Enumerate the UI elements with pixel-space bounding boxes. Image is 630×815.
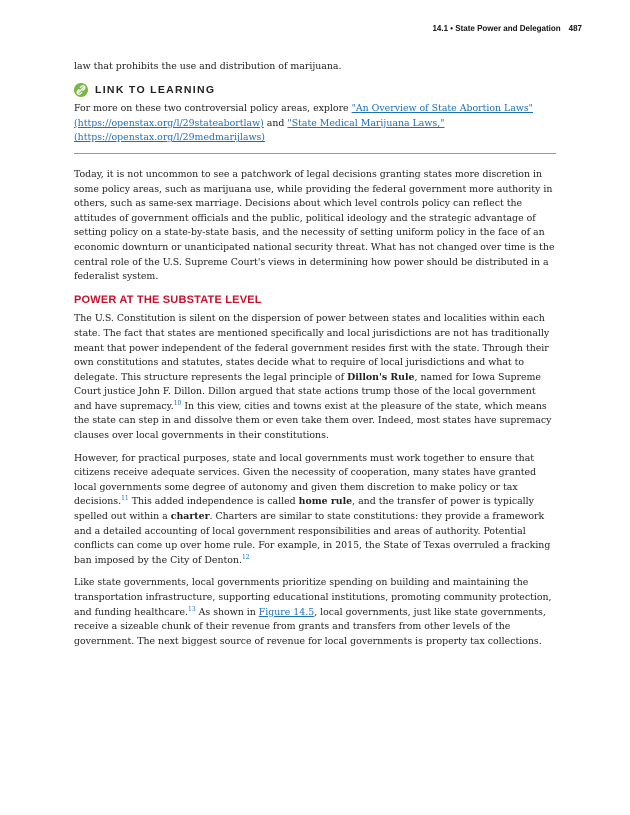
footnote-13[interactable]: 13 bbox=[188, 605, 196, 613]
callout-text-mid: and bbox=[263, 117, 288, 129]
callout-body bbox=[74, 102, 556, 146]
section-heading: POWER AT THE SUBSTATE LEVEL bbox=[74, 293, 262, 306]
intro-fragment: law that prohibits the use and distribution of marijuana. bbox=[74, 61, 342, 72]
para4-text-c: , local governments, just like state governments, receive a sizeable chunk of their revenue from grants and transfers from other levels of the government. The next biggest source of revenue for local governments is property tax collections. bbox=[74, 606, 546, 647]
footnote-12[interactable]: 12 bbox=[241, 553, 250, 561]
header-section-title: 14.1 • State Power and Delegation bbox=[432, 24, 561, 33]
main-content bbox=[74, 60, 556, 657]
para2-text-c: In this view, cities and towns exist at the pleasure of the state, which means the state can step in and dissolve them or even take them over. Indeed, most states have supremacy clauses over local governments in their constitutions. bbox=[74, 400, 552, 442]
paragraph-patchwork: Today, it is not uncommon to see a patchwork of legal decisions granting states more discretion in some policy areas, such as marijuana use, while providing the federal government more authority in others, such as same-sex marriage. Decisions about which level controls policy can reflect the attitudes of government officials and the public, political ideology and the strategic advantage of setting policy on a state-by-state basis, and the necessity of setting uniform policy in the face of an economic downturn or unanticipated national security threat. What has not changed over time is the central role of the U.S. Supreme Court's views in determining how power should be distributed in a federalist system. bbox=[74, 168, 555, 283]
term-charter: charter bbox=[170, 511, 210, 523]
para2-text-b: , named for Iowa Supreme Court justice John F. Dillon. Dillon argued that state actions trump those of the local government and have supremacy. bbox=[74, 371, 541, 412]
term-home-rule: home rule bbox=[298, 496, 353, 508]
callout-header bbox=[74, 83, 556, 98]
page-number: 487 bbox=[568, 24, 582, 33]
para3-text-a: However, for practical purposes, state and local governments must work together to ensure that citizens receive adequate services. Given the necessity of cooperation, many states have granted local governments some degree of autonomy and given them discretion to make policy or tax decisions. bbox=[74, 452, 537, 508]
footnote-11[interactable]: 11 bbox=[121, 495, 129, 503]
figure-14-5-link[interactable]: Figure 14.5 bbox=[258, 606, 315, 618]
para3-text-c: , and the transfer of power is typically spelled out within a bbox=[74, 496, 534, 523]
term-dillons-rule: Dillon's Rule bbox=[347, 371, 415, 383]
footnote-10[interactable]: 10 bbox=[173, 399, 182, 407]
paragraph-home-rule bbox=[74, 452, 556, 569]
link-to-learning-callout bbox=[74, 83, 556, 154]
para2-text-a: The U.S. Constitution is silent on the dispersion of power between states and localities within each state. The fact that states are mentioned specifically and local jurisdictions are not has traditionally meant that power independent of the federal government resides first with the state. Through their own constitutions and statutes, states decide what to require of local jurisdictions and what to delegate. This structure represents the legal principle of bbox=[74, 313, 550, 383]
para4-text-b: As shown in bbox=[195, 606, 259, 618]
para4-text-a: Like state governments, local governments prioritize spending on building and maintaining the transportation infrastructure, supporting educational institutions, promoting community protection, and funding healthcare. bbox=[74, 577, 552, 618]
callout-title: LINK TO LEARNING bbox=[95, 83, 216, 96]
abortion-laws-link[interactable]: "An Overview of State Abortion Laws" (https://openstax.org/l/29stateabortlaw) bbox=[74, 103, 533, 129]
callout-text-before: For more on these two controversial policy areas, explore bbox=[74, 103, 352, 115]
paragraph-dillons-rule bbox=[74, 312, 556, 443]
running-header bbox=[432, 24, 582, 33]
paragraph-local-spending bbox=[74, 576, 556, 649]
para3-text-d: . Charters are similar to state constitutions: they provide a framework and a detailed accounting of local government responsibilities and areas of authority. Potential conflicts can come up over home rule. For example, in 2015, the State of Texas overruled a fracking ban imposed by the City of Denton. bbox=[74, 511, 551, 566]
para3-text-b: This added independence is called bbox=[128, 496, 299, 508]
marijuana-laws-link[interactable]: "State Medical Marijuana Laws," (https://openstax.org/l/29medmarijlaws) bbox=[74, 117, 445, 144]
link-icon bbox=[74, 83, 88, 97]
